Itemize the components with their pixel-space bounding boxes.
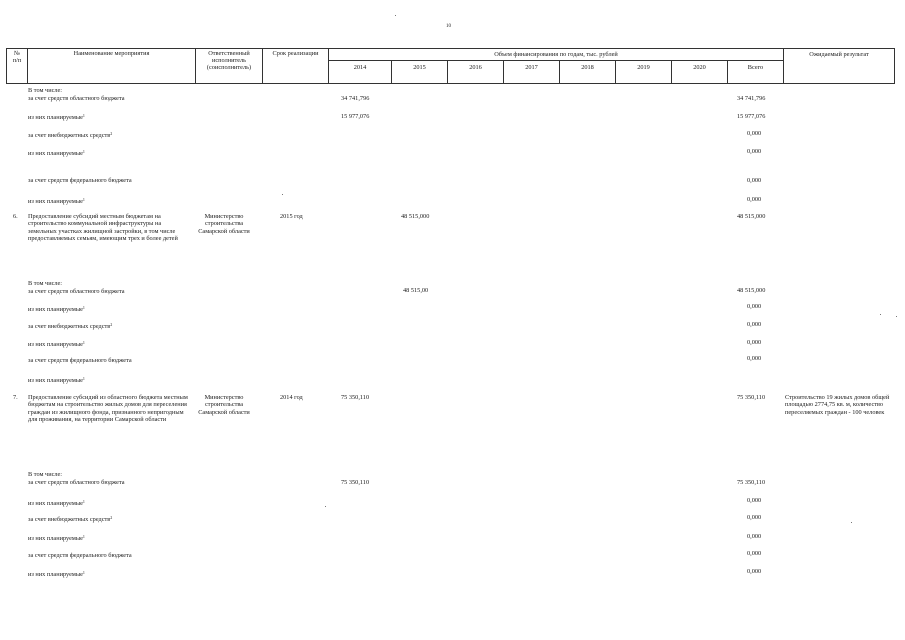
scan-speck [896, 316, 897, 317]
col-year-2018: 2018 [581, 64, 594, 71]
source-label: за счет внебюджетных средств$^2$ [28, 322, 113, 330]
col-year-2016: 2016 [469, 64, 482, 71]
item-number: 6. [13, 213, 18, 220]
value-total: 15 977,076 [737, 113, 766, 120]
item-name: Предоставление субсидий из областного бюджета местным бюджетам на строительство жилых домов для переселения граждан из жилищного фонда, признанного непригодным для проживания, на территории Самарской области [28, 394, 188, 423]
item-expected-result: Строительство 19 жилых домов общей площадью 2774,75 кв. м, количество переселяемых граждан - 100 человек [785, 394, 890, 416]
value-total: 0,000 [747, 339, 762, 346]
col-resp-header: Ответственный исполнитель (соисполнитель) [206, 50, 252, 71]
scan-speck [851, 522, 852, 523]
source-label: за счет средств областного бюджета [28, 95, 125, 102]
source-label: из них планируемые$^1$ [28, 113, 85, 121]
value-total: 0,000 [747, 568, 762, 575]
source-label: из них планируемые$^1$ [28, 570, 85, 578]
value-total: 48 515,000 [737, 213, 766, 220]
source-label: из них планируемые$^1$ [28, 340, 85, 348]
value-2014: 75 350,110 [341, 479, 370, 486]
source-label: за счет средств федерального бюджета [28, 552, 132, 559]
incl-label: В том числе: [28, 280, 63, 287]
col-year-2014: 2014 [353, 64, 367, 71]
value-total: 0,000 [747, 355, 762, 362]
source-label: из них планируемые$^1$ [28, 534, 85, 542]
col-name-header: Наименование мероприятия [73, 50, 150, 57]
source-label: за счет внебюджетных средств$^2$ [28, 131, 113, 139]
item-term: 2015 год [280, 213, 303, 220]
incl-label: В том числе: [28, 471, 63, 478]
value-total: 0,000 [747, 533, 762, 540]
value-total: 0,000 [747, 148, 762, 155]
value-2014: 15 977,076 [341, 113, 370, 120]
source-label: из них планируемые$^1$ [28, 499, 85, 507]
scan-speck [880, 314, 881, 315]
col-result-header: Ожидаемый результат [809, 51, 869, 58]
item-responsible: Министерство строительства Самарской области [198, 394, 250, 416]
source-label: за счет средств федерального бюджета [28, 357, 132, 364]
col-num-header: № п/п [12, 50, 22, 64]
source-label: из них планируемые$^1$ [28, 305, 85, 313]
item-term: 2014 год [280, 394, 303, 401]
value-total: 34 741,796 [737, 95, 766, 102]
col-year-2020: 2020 [693, 64, 706, 71]
value-total: 75 350,110 [737, 394, 766, 401]
source-label: за счет средств областного бюджета [28, 288, 125, 295]
value-total: 0,000 [747, 196, 762, 203]
value-total: 48 515,000 [737, 287, 766, 294]
col-year-2017: 2017 [525, 64, 538, 71]
page-number: 10 [446, 24, 451, 29]
source-label: за счет средств областного бюджета [28, 479, 125, 486]
col-volume-header: Объем финансирования по годам, тыс. рублей [494, 51, 618, 58]
source-label: из них планируемые$^1$ [28, 197, 85, 205]
item-name: Предоставление субсидий местным бюджетам на строительство коммунальной инфраструктуры на земельных участках жилищной застройки, в том числе предоставляемых семьям, имеющим трех и более детей [28, 213, 178, 242]
item-number: 7. [13, 394, 18, 401]
value-2014: 75 350,110 [341, 394, 370, 401]
value-2014: 34 741,796 [341, 95, 370, 102]
incl-label: В том числе: [28, 87, 63, 94]
value-total: 0,000 [747, 550, 762, 557]
value-total: 0,000 [747, 130, 762, 137]
col-year-2015: 2015 [413, 64, 426, 71]
value-total: 0,000 [747, 303, 762, 310]
scan-speck [325, 506, 326, 507]
value-total: 0,000 [747, 177, 762, 184]
col-term-header: Срок реализации [272, 50, 319, 57]
table-header [6, 48, 895, 84]
source-label: из них планируемые$^1$ [28, 149, 85, 157]
scan-speck [395, 15, 396, 16]
item-responsible: Министерство строительства Самарской области [198, 213, 250, 235]
value-total: 75 350,110 [737, 479, 766, 486]
col-total-header: Всего [747, 64, 764, 71]
value-2015: 48 515,00 [403, 287, 429, 294]
source-label: за счет средств федерального бюджета [28, 177, 132, 184]
source-label: за счет внебюджетных средств$^2$ [28, 515, 113, 523]
scan-speck [282, 194, 283, 195]
value-2015: 48 515,000 [401, 213, 430, 220]
value-total: 0,000 [747, 497, 762, 504]
value-total: 0,000 [747, 514, 762, 521]
source-label: из них планируемые$^1$ [28, 376, 85, 384]
value-total: 0,000 [747, 321, 762, 328]
col-year-2019: 2019 [637, 64, 650, 71]
